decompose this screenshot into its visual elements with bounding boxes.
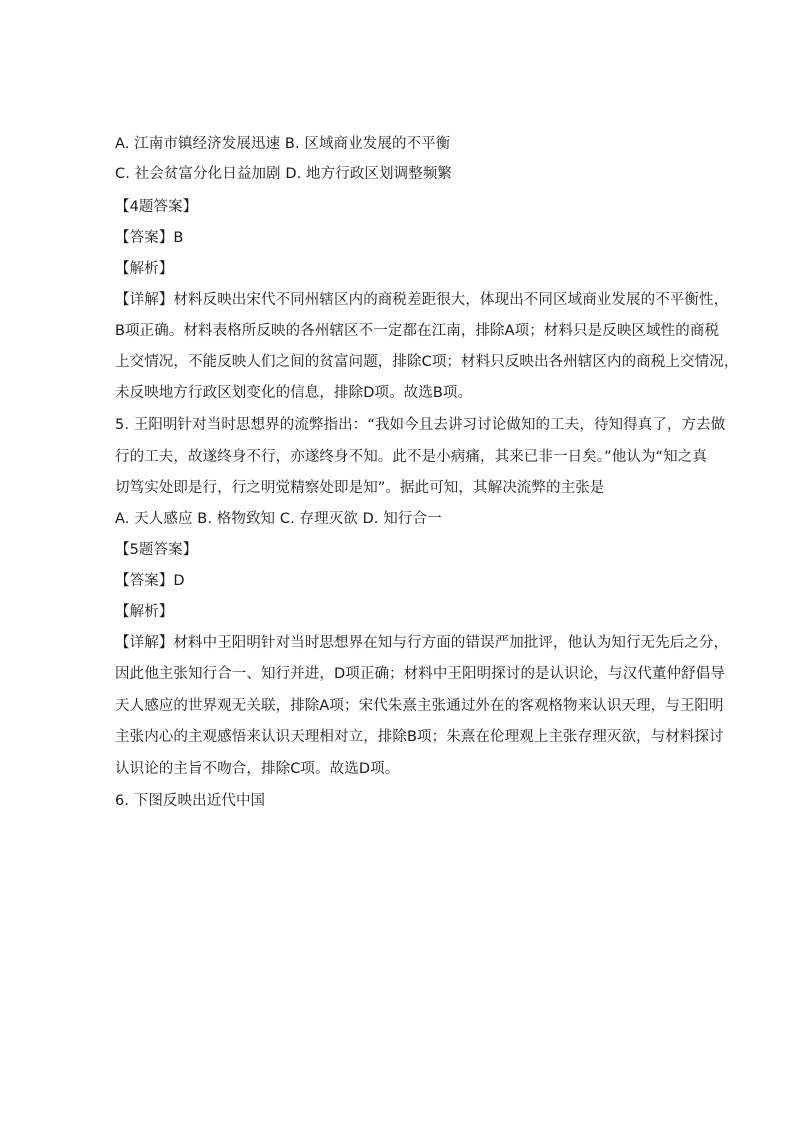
q5-detail-line-3: 天人感应的世界观无关联，排除A项；宋代朱熹主张通过外在的客观格物来认识天理，与王阳明 [115, 698, 724, 714]
q5-stem-line-2: 行的工夫，故遂终身不行，亦遂终身不知。此不是小病痛，其来已非一日矣。”他认为“知之真 [115, 449, 707, 465]
q5-stem-line-1: 5. 王阳明针对当时思想界的流弊指出：“我如今且去讲习讨论做知的工夫，待知得真了，方去做 [115, 417, 726, 433]
q5-detail-line-2: 因此他主张知行合一、知行并进，D项正确；材料中王阳明探讨的是认识论，与汉代董仲舒倡导 [115, 666, 725, 682]
q4-answer-header: 【4题答案】 [115, 199, 198, 215]
q4-detail-line-3: 上交情况，不能反映人们之间的贫富问题，排除C项；材料只反映出各州辖区内的商税上交情况， [115, 354, 739, 370]
q4-detail-line-1: 【详解】材料反映出宋代不同州辖区内的商税差距很大，体现出不同区域商业发展的不平衡性， [115, 292, 729, 308]
q5-stem-line-3: 切笃实处即是行，行之明觉精察处即是知”。据此可知，其解决流弊的主张是 [115, 480, 605, 496]
q5-analysis-header: 【解析】 [115, 604, 174, 620]
q4-options-line-2: C. 社会贫富分化日益加剧 D. 地方行政区划调整频繁 [115, 166, 453, 182]
q4-detail-line-2: B项正确。材料表格所反映的各州辖区不一定都在江南，排除A项；材料只是反映区域性的商税 [115, 323, 720, 339]
q6-stem: 6. 下图反映出近代中国 [115, 793, 266, 809]
q4-options-line-1: A. 江南市镇经济发展迅速 B. 区域商业发展的不平衡 [115, 136, 451, 152]
q5-detail-line-5: 认识论的主旨不吻合，排除C项。故选D项。 [115, 761, 400, 777]
q5-detail-line-4: 主张内心的主观感悟来认识天理相对立，排除B项；朱熹在伦理观上主张存理灭欲，与材料探讨 [115, 729, 724, 745]
q5-answer: 【答案】D [115, 573, 185, 589]
q4-detail-line-4: 未反映地方行政区划变化的信息，排除D项。故选B项。 [115, 385, 473, 401]
q4-analysis-header: 【解析】 [115, 261, 174, 277]
q4-answer: 【答案】B [115, 230, 184, 246]
q5-answer-header: 【5题答案】 [115, 542, 198, 558]
q5-detail-line-1: 【详解】材料中王阳明针对当时思想界在知与行方面的错误严加批评，他认为知行无先后之分， [115, 635, 729, 651]
q5-options: A. 天人感应 B. 格物致知 C. 存理灭欲 D. 知行合一 [115, 511, 442, 527]
